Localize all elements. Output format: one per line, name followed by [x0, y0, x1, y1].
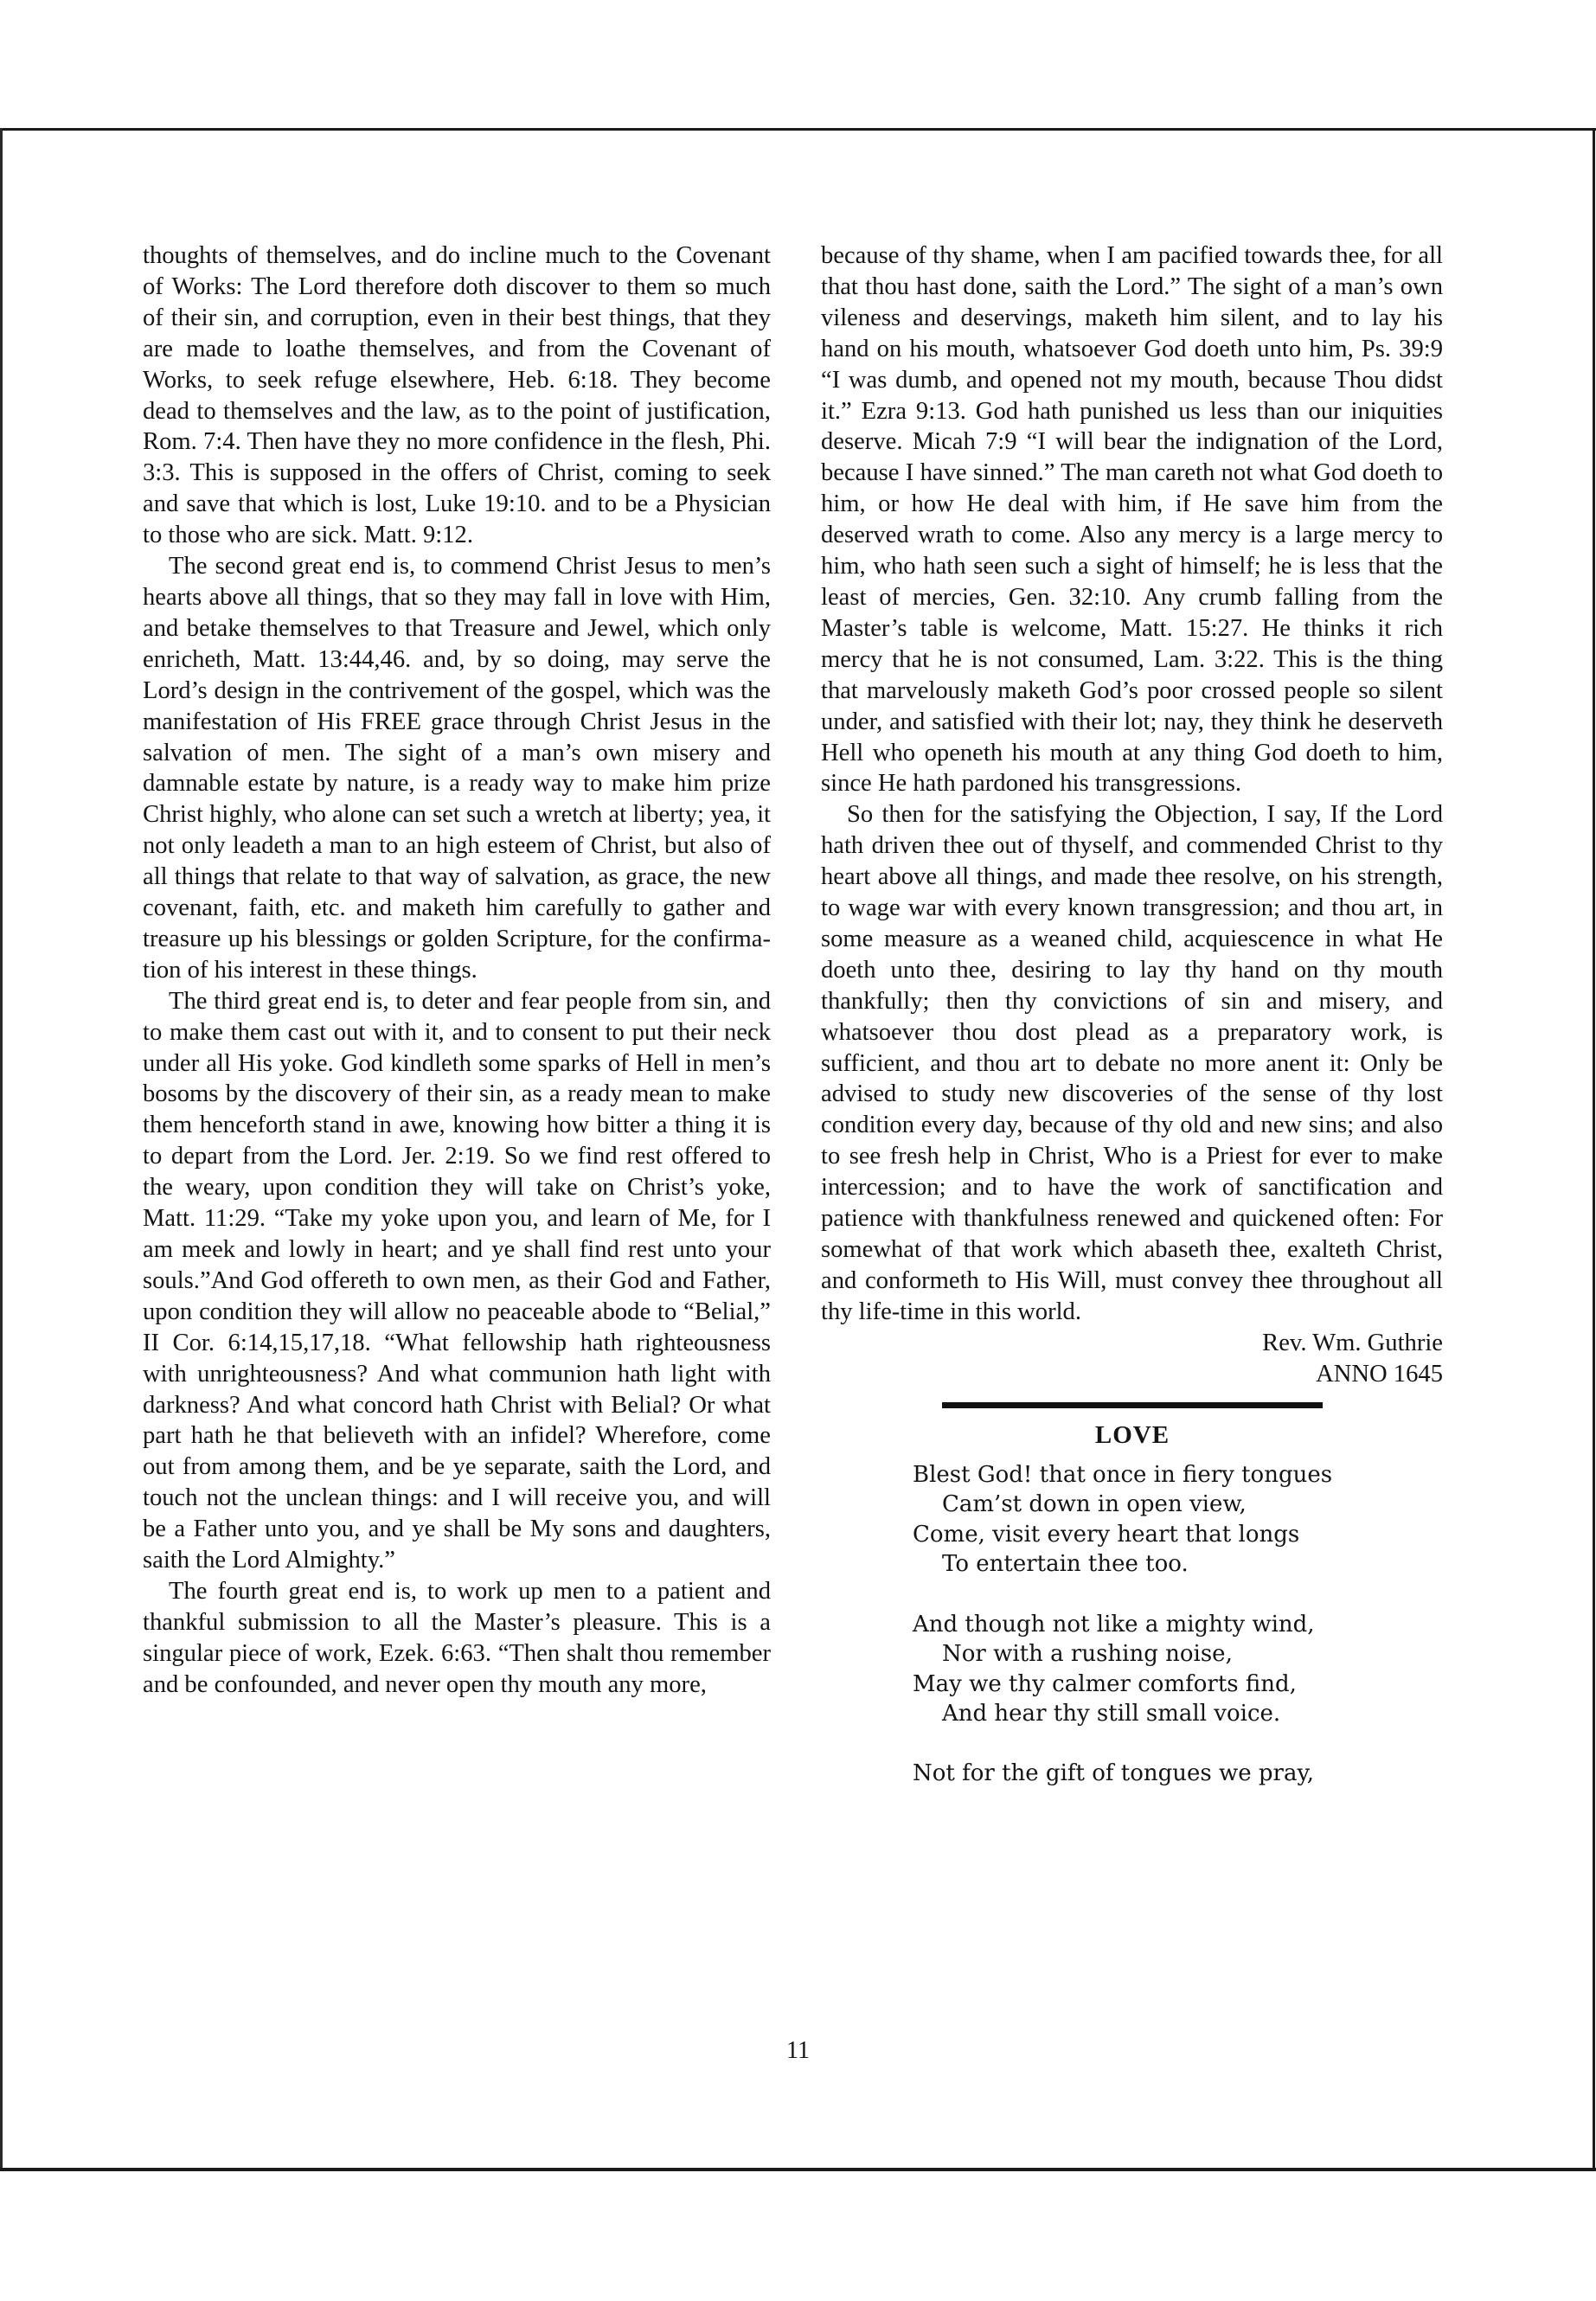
poem-stanza: [913, 1460, 1443, 1580]
poem-line: May we thy calmer comforts find,: [913, 1670, 1297, 1697]
paragraph: The fourth great end is, to work up men to a patient and thankful submission to all the Master’s pleasure. This is a singular piece of work, Ezek. 6:63. “Then shalt thou remember and be confounded, and never open thy mouth any more,: [143, 1577, 771, 1698]
page-bottom-border: [0, 2168, 1596, 2171]
author-date: ANNO 1645: [1316, 1360, 1443, 1388]
poem-line: Come, visit every heart that longs: [913, 1521, 1300, 1548]
poem-title: LOVE: [1094, 1420, 1170, 1449]
paragraph: The second great end is, to commend Christ Jesus to men’s hearts above all things, that so they may fall in love with Him, and betake themselves to that Treasure and Jewel, which only enricheth, Matt. 13:44,46. and, by so doing, may serve the Lord’s design in the contrivement of the gospel, which was the manifestation of His FREE grace through Christ Jesus in the salvation of men. The sight of a man’s own misery and damnable estate by nature, is a ready way to make him prize Christ highly, who alone can set such a wretch at liberty; yea, it not only leadeth a man to an high esteem of Christ, but also of all things that relate to that way of salvation, as grace, the new covenant, faith, etc. and maketh him carefully to gather and treasure up his blessings or golden Scripture, for the confirmation of his interest in these things.: [143, 553, 771, 984]
paragraph: The third great end is, to deter and fear people from sin, and to make them cast out with it, and to consent to put their neck under all His yoke. God kindleth some sparks of Hell in men’s bosoms by the discovery of their sin, as a ready mean to make them henceforth stand in awe, knowing how bitter a thing it is to depart from the Lord. Jer. 2:19. So we find rest offered to the weary, upon condition they will take on Christ’s yoke, Matt. 11:29. “Take my yoke upon you, and learn of Me, for I am meek and lowly in heart; and ye shall find rest unto your souls.”And God offereth to own men, as their God and Father, upon condition they will allow no peaceable abode to “Belial,” II Cor. 6:14,15,17,18. “What fellowship hath righteousness with unrighteousness? And what communion hath light with darkness? And what concord hath Christ with Belial? Or what part hath he that believeth with an infidel? Wherefore, come out from among them, and be ye separate, saith the Lord, and touch not the unclean things: and I will receive you, and will be a Father unto you, and ye shall be My sons and daughters, saith the Lord Almighty.”: [143, 987, 771, 1574]
page-top-border: [0, 128, 1596, 131]
paragraph: because of thy shame, when I am pacified towards thee, for all that thou hast done, saith the Lord.” The sight of a man’s own vileness and deservings, maketh him silent, and to lay his hand on his mouth, whatsoever God doeth unto him, Ps. 39:9 “I was dumb, and opened not my mouth, because Thou didst it.” Ezra 9:13. God hath punished us less than our iniquities deserve. Micah 7:9 “I will bear the indignation of the Lord, because I have sinned.” The man careth not what God doeth to him, or how He deal with him, if He save him from the deserved wrath to come. Also any mercy is a large mercy to him, who hath seen such a sight of himself; he is less that the least of mercies, Gen. 32:10. Any crumb falling from the Master’s table is welcome, Matt. 15:27. He thinks it rich mercy that he is not consumed, Lam. 3:22. This is the thing that marvelously maketh God’s poor crossed people so silent under, and satisfied with their lot; nay, they think he deserveth Hell who openeth his mouth at any thing God doeth to him, since He hath pardoned his transgressions.: [821, 242, 1443, 798]
paragraph: thoughts of themselves, and do incline much to the Covenant of Works: The Lord therefore doth discover to them so much of their sin, and corruption, even in their best things, that they are made to loathe themselves, and from the Covenant of Works, to seek refuge elsewhere, Heb. 6:18. They become dead to themselves and the law, as to the point of justification, Rom. 7:4. Then have they no more confidence in the flesh, Phi. 3:3. This is supposed in the offers of Christ, coming to seek and save that which is lost, Luke 19:10. and to be a Physician to those who are sick. Matt. 9:12.: [143, 242, 771, 549]
poem-line: And hear thy still small voice.: [942, 1701, 1281, 1727]
poem-stanza: [913, 1759, 1443, 1789]
section-divider: [942, 1402, 1323, 1408]
poem-line: Cam’st down in open view,: [942, 1491, 1247, 1518]
poem-line: Blest God! that once in fiery tongues: [913, 1461, 1333, 1488]
right-column: [821, 240, 1443, 1819]
poem-stanza: [913, 1610, 1443, 1729]
poem-line: And though not like a mighty wind,: [913, 1611, 1315, 1638]
poem-line: To entertain thee too.: [942, 1551, 1189, 1578]
page-left-border: [0, 128, 3, 2170]
poem: [913, 1460, 1443, 1790]
author-signature: Rev. Wm. Guthrie: [1262, 1329, 1443, 1356]
left-column: [143, 240, 771, 1701]
poem-line: Nor with a rushing noise,: [942, 1641, 1233, 1668]
page-right-border: [1593, 128, 1595, 2170]
poem-line: Not for the gift of tongues we pray,: [913, 1760, 1314, 1787]
page-number: 11: [786, 2037, 810, 2064]
paragraph: So then for the satisfying the Objection, I say, If the Lord hath driven thee out of thyself, and commended Christ to thy heart above all things, and made thee resolve, on his strength, to wage war with every known transgression; and thou art, in some measure as a weaned child, acquiescence in what He doeth unto thee, desiring to lay thy hand on thy mouth thankfully; then thy convictions of sin and misery, and whatsoever thou dost plead as a preparatory work, is sufficient, and thou art to debate no more anent it: Only be advised to study new discoveries of the sense of thy lost condition every day, because of thy old and new sins; and also to see fresh help in Christ, Who is a Priest for ever to make intercession; and to have the work of sanctification and patience with thankfulness renewed and quickened often: For somewhat of that work which abaseth thee, exalteth Christ, and conformeth to His Will, must convey thee throughout all thy life-time in this world.: [821, 801, 1443, 1325]
